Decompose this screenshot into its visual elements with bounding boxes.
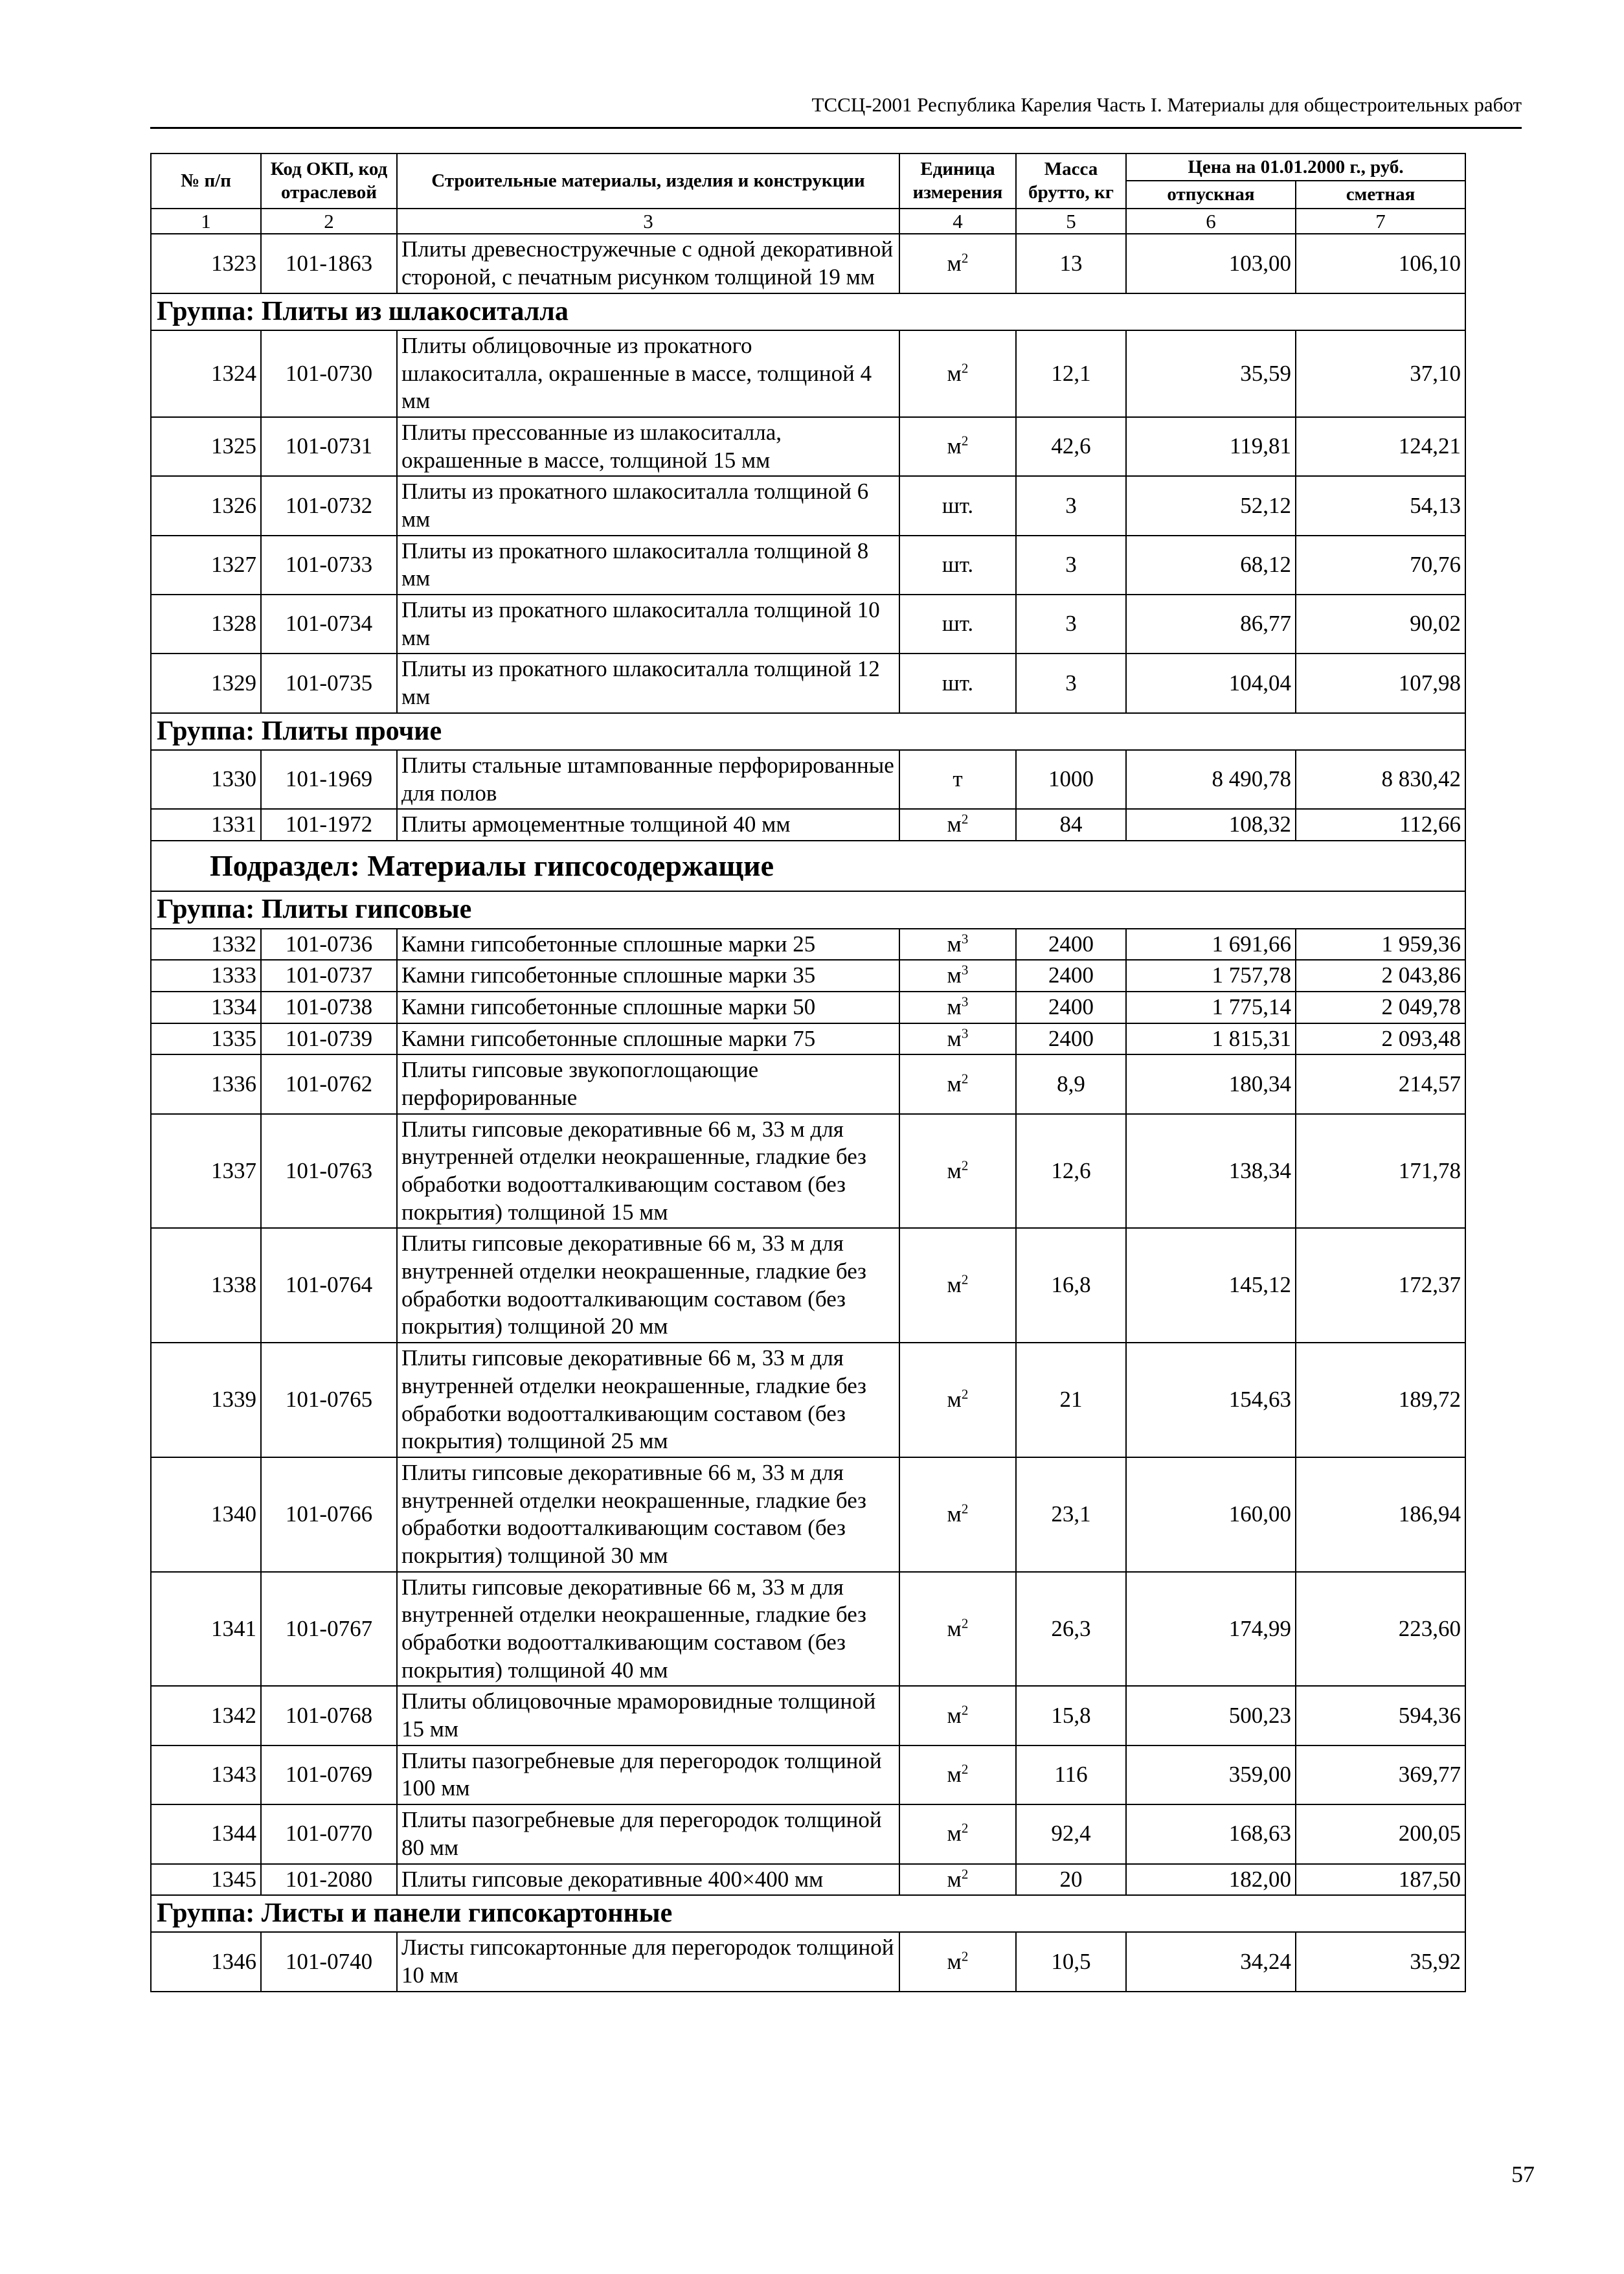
unit-exponent: 2 <box>961 1386 969 1402</box>
mass-cell: 3 <box>1016 536 1126 595</box>
price-estimate-cell: 594,36 <box>1296 1686 1465 1745</box>
unit-text: м <box>947 1025 962 1051</box>
price-estimate-cell: 90,02 <box>1296 595 1465 654</box>
table-row <box>151 1686 1465 1745</box>
price-estimate-cell: 200,05 <box>1296 1804 1465 1863</box>
mass-cell: 23,1 <box>1016 1457 1126 1572</box>
table-row <box>151 1932 1465 1991</box>
price-release-cell: 1 757,78 <box>1126 960 1296 992</box>
mass-cell: 10,5 <box>1016 1932 1126 1991</box>
code-cell: 101-0734 <box>261 595 397 654</box>
mass-cell: 12,6 <box>1016 1114 1126 1229</box>
row-number-cell: 1335 <box>151 1023 261 1055</box>
unit-exponent: 2 <box>961 1948 969 1964</box>
mass-cell: 13 <box>1016 234 1126 293</box>
price-estimate-cell: 187,50 <box>1296 1864 1465 1896</box>
unit-exponent: 2 <box>961 433 969 449</box>
name-cell: Камни гипсобетонные сплошные марки 50 <box>397 992 899 1023</box>
subsection-header-row <box>151 841 1465 891</box>
code-cell: 101-0767 <box>261 1572 397 1687</box>
unit-cell <box>899 1343 1016 1457</box>
unit-exponent: 2 <box>961 1820 969 1836</box>
unit-cell <box>899 809 1016 841</box>
unit-exponent: 3 <box>961 1025 969 1041</box>
row-number-cell: 1324 <box>151 330 261 417</box>
code-cell: 101-0763 <box>261 1114 397 1229</box>
price-estimate-cell: 223,60 <box>1296 1572 1465 1687</box>
unit-text: т <box>953 766 963 792</box>
col-header-price: Цена на 01.01.2000 г., руб. <box>1126 153 1465 181</box>
name-cell: Плиты пазогребневые для перегородок толщиной 80 мм <box>397 1804 899 1863</box>
row-number-cell: 1331 <box>151 809 261 841</box>
name-cell: Плиты из прокатного шлакоситалла толщиной 10 мм <box>397 595 899 654</box>
unit-text: м <box>947 250 962 276</box>
row-number-cell: 1337 <box>151 1114 261 1229</box>
group-title: Группа: Листы и панели гипсокартонные <box>151 1895 1465 1932</box>
name-cell: Плиты гипсовые декоративные 66 м, 33 м для внутренней отделки неокрашенные, гладкие без обработки водоотталкивающим составом (без покрытия) толщиной 25 мм <box>397 1343 899 1457</box>
code-cell: 101-0738 <box>261 992 397 1023</box>
mass-cell: 12,1 <box>1016 330 1126 417</box>
unit-cell <box>899 1804 1016 1863</box>
row-number-cell: 1344 <box>151 1804 261 1863</box>
name-cell: Плиты стальные штампованные перфорированные для полов <box>397 750 899 809</box>
name-cell: Плиты гипсовые декоративные 66 м, 33 м для внутренней отделки неокрашенные, гладкие без обработки водоотталкивающим составом (без покрытия) толщиной 40 мм <box>397 1572 899 1687</box>
unit-cell <box>899 1114 1016 1229</box>
price-estimate-cell: 112,66 <box>1296 809 1465 841</box>
price-estimate-cell: 2 093,48 <box>1296 1023 1465 1055</box>
unit-exponent: 2 <box>961 1702 969 1718</box>
row-number-cell: 1341 <box>151 1572 261 1687</box>
mass-cell: 2400 <box>1016 992 1126 1023</box>
unit-cell <box>899 992 1016 1023</box>
mass-cell: 92,4 <box>1016 1804 1126 1863</box>
code-cell: 101-1972 <box>261 809 397 841</box>
unit-exponent: 3 <box>961 930 969 946</box>
price-release-cell: 182,00 <box>1126 1864 1296 1896</box>
price-table-wrapper <box>150 153 1465 1992</box>
price-estimate-cell: 369,77 <box>1296 1745 1465 1804</box>
col-header-mass: Масса брутто, кг <box>1016 153 1126 209</box>
price-estimate-cell: 35,92 <box>1296 1932 1465 1991</box>
price-estimate-cell: 2 049,78 <box>1296 992 1465 1023</box>
price-estimate-cell: 171,78 <box>1296 1114 1465 1229</box>
row-number-cell: 1330 <box>151 750 261 809</box>
row-number-cell: 1340 <box>151 1457 261 1572</box>
mass-cell: 2400 <box>1016 929 1126 961</box>
table-row <box>151 1457 1465 1572</box>
code-cell: 101-0731 <box>261 417 397 476</box>
column-number: 6 <box>1126 209 1296 234</box>
code-cell: 101-0766 <box>261 1457 397 1572</box>
column-number: 4 <box>899 209 1016 234</box>
group-title: Группа: Плиты гипсовые <box>151 891 1465 928</box>
unit-text: м <box>947 931 962 957</box>
unit-exponent: 3 <box>961 962 969 978</box>
unit-text: м <box>947 962 962 988</box>
row-number-cell: 1343 <box>151 1745 261 1804</box>
row-number-cell: 1336 <box>151 1054 261 1113</box>
unit-exponent: 2 <box>961 1157 969 1173</box>
table-row <box>151 1228 1465 1343</box>
table-row <box>151 595 1465 654</box>
code-cell: 101-0770 <box>261 1804 397 1863</box>
unit-text: шт. <box>942 670 974 696</box>
mass-cell: 21 <box>1016 1343 1126 1457</box>
group-header-row <box>151 713 1465 750</box>
code-cell: 101-0737 <box>261 960 397 992</box>
table-row <box>151 1804 1465 1863</box>
row-number-cell: 1342 <box>151 1686 261 1745</box>
table-row <box>151 1054 1465 1113</box>
unit-exponent: 2 <box>961 250 969 266</box>
price-estimate-cell: 106,10 <box>1296 234 1465 293</box>
unit-text: м <box>947 1702 962 1728</box>
header-rule <box>150 127 1522 129</box>
mass-cell: 15,8 <box>1016 1686 1126 1745</box>
price-release-cell: 1 691,66 <box>1126 929 1296 961</box>
price-release-cell: 168,63 <box>1126 1804 1296 1863</box>
name-cell: Плиты армоцементные толщиной 40 мм <box>397 809 899 841</box>
mass-cell: 3 <box>1016 595 1126 654</box>
table-body <box>151 234 1465 1991</box>
table-row <box>151 929 1465 961</box>
column-number-row <box>151 209 1465 234</box>
table-row <box>151 992 1465 1023</box>
unit-text: м <box>947 1387 962 1413</box>
mass-cell: 2400 <box>1016 960 1126 992</box>
price-table <box>150 153 1466 1992</box>
mass-cell: 84 <box>1016 809 1126 841</box>
unit-text: м <box>947 360 962 386</box>
name-cell: Плиты из прокатного шлакоситалла толщиной 6 мм <box>397 476 899 535</box>
mass-cell: 3 <box>1016 654 1126 712</box>
price-release-cell: 1 815,31 <box>1126 1023 1296 1055</box>
name-cell: Плиты гипсовые декоративные 66 м, 33 м для внутренней отделки неокрашенные, гладкие без обработки водоотталкивающим составом (без покрытия) толщиной 30 мм <box>397 1457 899 1572</box>
unit-exponent: 2 <box>961 1070 969 1086</box>
col-header-price-estimate: сметная <box>1296 181 1465 208</box>
price-release-cell: 1 775,14 <box>1126 992 1296 1023</box>
col-header-price-release: отпускная <box>1126 181 1296 208</box>
group-header-row <box>151 1895 1465 1932</box>
unit-exponent: 2 <box>961 1761 969 1777</box>
price-estimate-cell: 54,13 <box>1296 476 1465 535</box>
unit-text: м <box>947 1866 962 1892</box>
column-number: 5 <box>1016 209 1126 234</box>
code-cell: 101-0736 <box>261 929 397 961</box>
unit-text: шт. <box>942 492 974 518</box>
price-release-cell: 8 490,78 <box>1126 750 1296 809</box>
unit-text: м <box>947 1762 962 1788</box>
unit-cell <box>899 654 1016 712</box>
name-cell: Плиты прессованные из шлакоситалла, окрашенные в массе, толщиной 15 мм <box>397 417 899 476</box>
unit-exponent: 2 <box>961 1615 969 1631</box>
unit-cell <box>899 929 1016 961</box>
unit-text: м <box>947 994 962 1019</box>
name-cell: Плиты облицовочные мраморовидные толщиной 15 мм <box>397 1686 899 1745</box>
unit-text: шт. <box>942 611 974 637</box>
price-estimate-cell: 107,98 <box>1296 654 1465 712</box>
price-release-cell: 35,59 <box>1126 330 1296 417</box>
unit-cell <box>899 1745 1016 1804</box>
page-number: 57 <box>1511 2161 1535 2187</box>
code-cell: 101-1863 <box>261 234 397 293</box>
col-header-num: № п/п <box>151 153 261 209</box>
mass-cell: 2400 <box>1016 1023 1126 1055</box>
unit-cell <box>899 1457 1016 1572</box>
col-header-unit: Единица измерения <box>899 153 1016 209</box>
table-row <box>151 750 1465 809</box>
price-release-cell: 34,24 <box>1126 1932 1296 1991</box>
unit-exponent: 2 <box>961 359 969 376</box>
unit-cell <box>899 750 1016 809</box>
code-cell: 101-0764 <box>261 1228 397 1343</box>
table-row <box>151 809 1465 841</box>
group-header-row <box>151 293 1465 330</box>
name-cell: Плиты гипсовые декоративные 66 м, 33 м для внутренней отделки неокрашенные, гладкие без обработки водоотталкивающим составом (без покрытия) толщиной 20 мм <box>397 1228 899 1343</box>
name-cell: Камни гипсобетонные сплошные марки 75 <box>397 1023 899 1055</box>
price-release-cell: 359,00 <box>1126 1745 1296 1804</box>
name-cell: Камни гипсобетонные сплошные марки 25 <box>397 929 899 961</box>
col-header-code: Код ОКП, код отраслевой <box>261 153 397 209</box>
column-number: 7 <box>1296 209 1465 234</box>
row-number-cell: 1327 <box>151 536 261 595</box>
name-cell: Листы гипсокартонные для перегородок толщиной 10 мм <box>397 1932 899 1991</box>
price-estimate-cell: 189,72 <box>1296 1343 1465 1457</box>
unit-text: м <box>947 1071 962 1097</box>
mass-cell: 42,6 <box>1016 417 1126 476</box>
table-row <box>151 960 1465 992</box>
price-release-cell: 160,00 <box>1126 1457 1296 1572</box>
table-row <box>151 330 1465 417</box>
name-cell: Плиты гипсовые декоративные 66 м, 33 м для внутренней отделки неокрашенные, гладкие без обработки водоотталкивающим составом (без покрытия) толщиной 15 мм <box>397 1114 899 1229</box>
row-number-cell: 1328 <box>151 595 261 654</box>
unit-cell <box>899 536 1016 595</box>
price-release-cell: 108,32 <box>1126 809 1296 841</box>
unit-text: м <box>947 1157 962 1183</box>
price-estimate-cell: 186,94 <box>1296 1457 1465 1572</box>
subsection-title: Подраздел: Материалы гипсосодержащие <box>151 841 1465 891</box>
mass-cell: 8,9 <box>1016 1054 1126 1113</box>
row-number-cell: 1329 <box>151 654 261 712</box>
table-row <box>151 476 1465 535</box>
unit-cell <box>899 476 1016 535</box>
unit-text: м <box>947 1615 962 1641</box>
row-number-cell: 1345 <box>151 1864 261 1896</box>
code-cell: 101-0765 <box>261 1343 397 1457</box>
price-release-cell: 68,12 <box>1126 536 1296 595</box>
table-row <box>151 1023 1465 1055</box>
price-release-cell: 180,34 <box>1126 1054 1296 1113</box>
price-release-cell: 174,99 <box>1126 1572 1296 1687</box>
row-number-cell: 1333 <box>151 960 261 992</box>
row-number-cell: 1325 <box>151 417 261 476</box>
name-cell: Плиты из прокатного шлакоситалла толщиной 12 мм <box>397 654 899 712</box>
unit-exponent: 3 <box>961 994 969 1010</box>
price-release-cell: 138,34 <box>1126 1114 1296 1229</box>
table-row <box>151 1745 1465 1804</box>
price-estimate-cell: 2 043,86 <box>1296 960 1465 992</box>
mass-cell: 1000 <box>1016 750 1126 809</box>
code-cell: 101-0733 <box>261 536 397 595</box>
price-release-cell: 500,23 <box>1126 1686 1296 1745</box>
group-title: Группа: Плиты прочие <box>151 713 1465 750</box>
row-number-cell: 1338 <box>151 1228 261 1343</box>
unit-cell <box>899 1686 1016 1745</box>
code-cell: 101-1969 <box>261 750 397 809</box>
unit-cell <box>899 1572 1016 1687</box>
price-estimate-cell: 1 959,36 <box>1296 929 1465 961</box>
unit-text: м <box>947 1821 962 1847</box>
unit-text: м <box>947 1948 962 1974</box>
table-header <box>151 153 1465 234</box>
column-number: 1 <box>151 209 261 234</box>
table-row <box>151 417 1465 476</box>
mass-cell: 26,3 <box>1016 1572 1126 1687</box>
code-cell: 101-0732 <box>261 476 397 535</box>
row-number-cell: 1332 <box>151 929 261 961</box>
price-release-cell: 86,77 <box>1126 595 1296 654</box>
mass-cell: 116 <box>1016 1745 1126 1804</box>
unit-cell <box>899 960 1016 992</box>
name-cell: Плиты из прокатного шлакоситалла толщиной 8 мм <box>397 536 899 595</box>
unit-text: м <box>947 1272 962 1298</box>
unit-text: м <box>947 1501 962 1527</box>
unit-exponent: 2 <box>961 1501 969 1517</box>
price-estimate-cell: 124,21 <box>1296 417 1465 476</box>
row-number-cell: 1346 <box>151 1932 261 1991</box>
price-estimate-cell: 37,10 <box>1296 330 1465 417</box>
name-cell: Камни гипсобетонные сплошные марки 35 <box>397 960 899 992</box>
price-release-cell: 154,63 <box>1126 1343 1296 1457</box>
col-header-name: Строительные материалы, изделия и конструкции <box>397 153 899 209</box>
price-estimate-cell: 214,57 <box>1296 1054 1465 1113</box>
unit-text: шт. <box>942 552 974 578</box>
price-release-cell: 145,12 <box>1126 1228 1296 1343</box>
table-row <box>151 234 1465 293</box>
table-row <box>151 1114 1465 1229</box>
row-number-cell: 1326 <box>151 476 261 535</box>
code-cell: 101-0769 <box>261 1745 397 1804</box>
code-cell: 101-0730 <box>261 330 397 417</box>
row-number-cell: 1334 <box>151 992 261 1023</box>
unit-cell <box>899 1054 1016 1113</box>
name-cell: Плиты облицовочные из прокатного шлакоситалла, окрашенные в массе, толщиной 4 мм <box>397 330 899 417</box>
code-cell: 101-0735 <box>261 654 397 712</box>
unit-exponent: 2 <box>961 1271 969 1288</box>
mass-cell: 20 <box>1016 1864 1126 1896</box>
unit-cell <box>899 1864 1016 1896</box>
running-header: ТССЦ-2001 Республика Карелия Часть I. Материалы для общестроительных работ <box>811 93 1522 116</box>
price-release-cell: 52,12 <box>1126 476 1296 535</box>
code-cell: 101-0768 <box>261 1686 397 1745</box>
mass-cell: 16,8 <box>1016 1228 1126 1343</box>
name-cell: Плиты пазогребневые для перегородок толщиной 100 мм <box>397 1745 899 1804</box>
column-number: 3 <box>397 209 899 234</box>
unit-exponent: 2 <box>961 811 969 827</box>
name-cell: Плиты древесностружечные с одной декоративной стороной, с печатным рисунком толщиной 19 мм <box>397 234 899 293</box>
row-number-cell: 1323 <box>151 234 261 293</box>
table-row <box>151 1343 1465 1457</box>
price-release-cell: 104,04 <box>1126 654 1296 712</box>
group-title: Группа: Плиты из шлакоситалла <box>151 293 1465 330</box>
code-cell: 101-0740 <box>261 1932 397 1991</box>
name-cell: Плиты гипсовые звукопоглощающие перфорированные <box>397 1054 899 1113</box>
unit-exponent: 2 <box>961 1865 969 1882</box>
code-cell: 101-0739 <box>261 1023 397 1055</box>
unit-cell <box>899 1932 1016 1991</box>
unit-cell <box>899 234 1016 293</box>
unit-cell <box>899 417 1016 476</box>
unit-text: м <box>947 433 962 459</box>
table-row <box>151 654 1465 712</box>
unit-cell <box>899 330 1016 417</box>
unit-text: м <box>947 812 962 837</box>
table-row <box>151 536 1465 595</box>
group-header-row <box>151 891 1465 928</box>
name-cell: Плиты гипсовые декоративные 400×400 мм <box>397 1864 899 1896</box>
table-row <box>151 1864 1465 1896</box>
unit-cell <box>899 1023 1016 1055</box>
price-release-cell: 103,00 <box>1126 234 1296 293</box>
price-estimate-cell: 70,76 <box>1296 536 1465 595</box>
code-cell: 101-0762 <box>261 1054 397 1113</box>
unit-cell <box>899 595 1016 654</box>
price-estimate-cell: 172,37 <box>1296 1228 1465 1343</box>
row-number-cell: 1339 <box>151 1343 261 1457</box>
table-row <box>151 1572 1465 1687</box>
price-estimate-cell: 8 830,42 <box>1296 750 1465 809</box>
price-release-cell: 119,81 <box>1126 417 1296 476</box>
unit-cell <box>899 1228 1016 1343</box>
mass-cell: 3 <box>1016 476 1126 535</box>
code-cell: 101-2080 <box>261 1864 397 1896</box>
column-number: 2 <box>261 209 397 234</box>
